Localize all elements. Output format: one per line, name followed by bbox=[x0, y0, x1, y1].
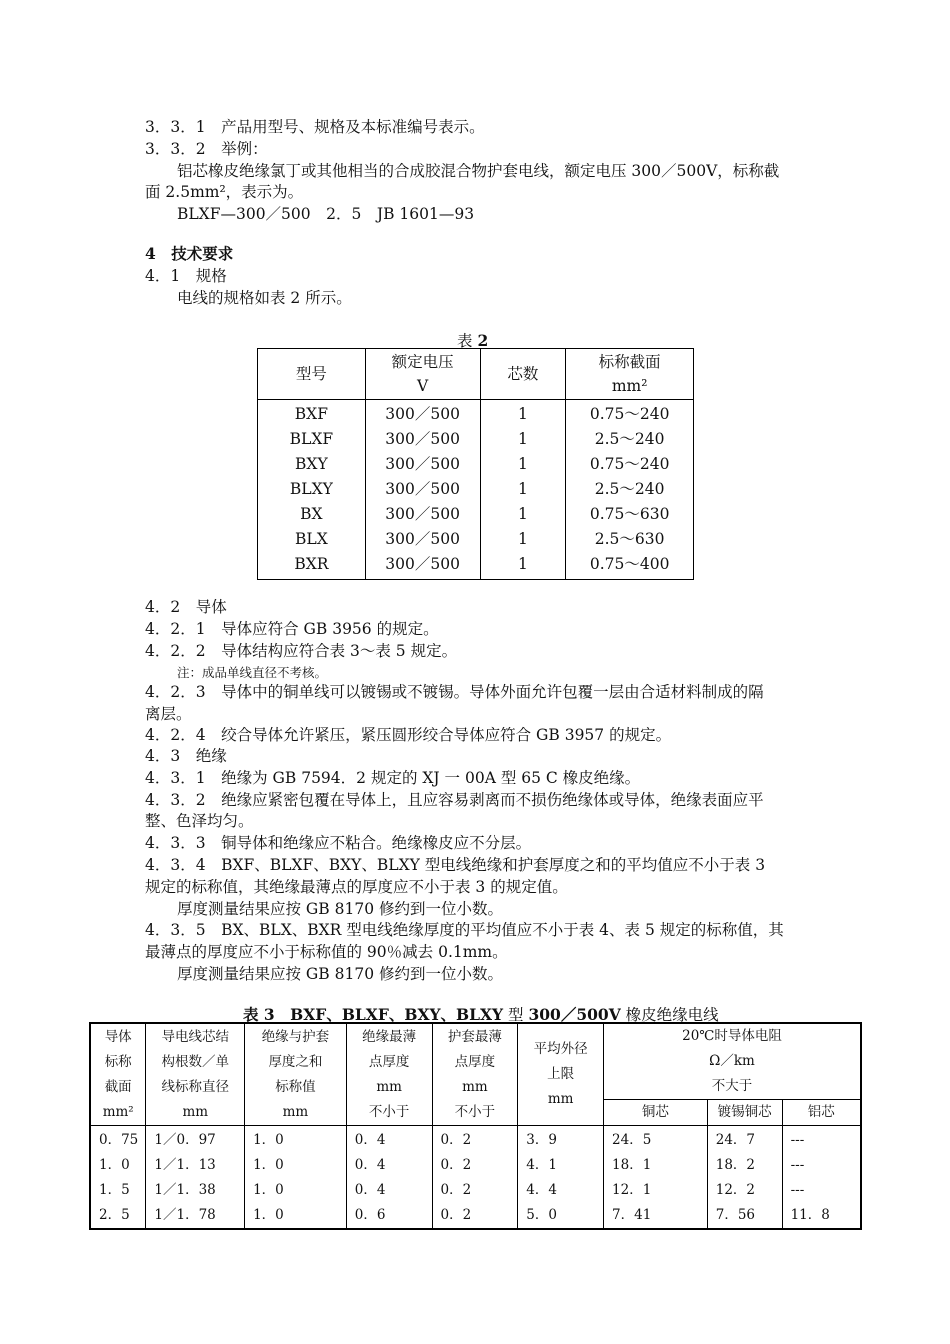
table-cell: --- bbox=[782, 1153, 861, 1178]
table-cell: 1／1．13 bbox=[146, 1153, 245, 1178]
t2-header-model: 型号 bbox=[258, 349, 366, 400]
table-cell: 1．0 bbox=[245, 1203, 347, 1229]
table-cell: 4．4 bbox=[518, 1178, 604, 1203]
clause-4-2: 4．2 导体 bbox=[145, 598, 227, 616]
clause-3-3-2: 3．3．2 举例： bbox=[145, 140, 268, 158]
table-cell: 2.5～630 bbox=[566, 527, 694, 552]
table-2-caption-prefix: 表 bbox=[457, 332, 478, 350]
clause-4-2-2: 4．2．2 导体结构应符合表 3～表 5 规定。 bbox=[145, 642, 458, 660]
clause-4-3-2: 4．3．2 绝缘应紧密包覆在导体上，且应容易剥离而不损伤绝缘体或导体，绝缘表面应平 bbox=[145, 791, 764, 809]
t3-h7-l1: 20℃时导体电阻 bbox=[682, 1028, 782, 1044]
clause-3-3-2-text-cont: 面 2.5mm²，表示为。 bbox=[145, 183, 304, 201]
clause-4-1-text: 电线的规格如表 2 所示。 bbox=[177, 289, 352, 307]
table-cell: 1 bbox=[480, 400, 566, 428]
clause-4-3-4-note: 厚度测量结果应按 GB 8170 修约到一位小数。 bbox=[177, 900, 504, 918]
clause-4-3-3: 4．3．3 铜导体和绝缘应不粘合。绝缘橡皮应不分层。 bbox=[145, 834, 532, 852]
table-cell: 0．75 bbox=[90, 1126, 146, 1154]
table-2-row bbox=[258, 400, 694, 428]
table-2-header-row bbox=[258, 349, 694, 400]
table-2-body bbox=[258, 400, 694, 580]
t3-h6-l3: mm bbox=[547, 1091, 574, 1107]
t3-h1-l4: mm² bbox=[102, 1103, 134, 1120]
table-3-caption-title: 表 3 BXF、BLXF、BXY、BLXY bbox=[243, 1005, 504, 1024]
table-3-caption-end: 橡皮绝缘电线 bbox=[620, 1006, 719, 1024]
clause-4-1: 4．1 规格 bbox=[145, 267, 227, 285]
table-cell: 0.75～630 bbox=[566, 502, 694, 527]
table-cell: 2.5～240 bbox=[566, 427, 694, 452]
t3-h4-l4: 不小于 bbox=[368, 1103, 410, 1120]
t3-h5-l2: 点厚度 bbox=[454, 1053, 496, 1070]
table-cell: 1 bbox=[480, 477, 566, 502]
table-cell: 3．9 bbox=[518, 1126, 604, 1154]
table-cell: 0．6 bbox=[346, 1203, 432, 1229]
table-cell: BXY bbox=[258, 452, 366, 477]
t3-h3-l1: 绝缘与护套 bbox=[261, 1028, 330, 1045]
clause-4-3-2-cont: 整、色泽均匀。 bbox=[145, 812, 254, 830]
table-cell: 1／1．78 bbox=[146, 1203, 245, 1229]
t3-h5-l1: 护套最薄 bbox=[447, 1028, 502, 1045]
t3-header-insulation-min bbox=[346, 1023, 432, 1126]
t3-h2-l2: 构根数／单 bbox=[161, 1053, 229, 1070]
t3-header-resistance bbox=[604, 1023, 861, 1100]
t2-header-section-unit: mm² bbox=[611, 377, 648, 395]
table-cell: 18．1 bbox=[604, 1153, 708, 1178]
t2-header-section bbox=[566, 349, 694, 400]
t2-header-cores: 芯数 bbox=[480, 349, 566, 400]
table-3-row bbox=[90, 1126, 861, 1154]
table-2-row bbox=[258, 452, 694, 477]
table-cell: 0．2 bbox=[432, 1153, 518, 1178]
clause-4-3-1: 4．3．1 绝缘为 GB 7594．2 规定的 XJ 一 00A 型 65 C 橡皮绝缘。 bbox=[145, 769, 641, 787]
table-cell: 1．5 bbox=[90, 1178, 146, 1203]
t3-h1-l1: 导体 bbox=[104, 1028, 132, 1045]
t3-h5-l4: 不小于 bbox=[454, 1103, 496, 1120]
table-2-caption-number: 2 bbox=[477, 331, 489, 350]
t3-h2-l4: mm bbox=[182, 1103, 209, 1120]
t3-header-sheath-min bbox=[432, 1023, 518, 1126]
t3-h6-l1: 平均外径 bbox=[533, 1041, 588, 1057]
t3-header-thickness-sum bbox=[245, 1023, 347, 1126]
table-3-caption-voltage: 300／500V bbox=[528, 1005, 621, 1024]
table-cell: 300／500 bbox=[365, 502, 480, 527]
table-3-row bbox=[90, 1178, 861, 1203]
clause-3-3-1: 3．3．1 产品用型号、规格及本标准编号表示。 bbox=[145, 118, 485, 136]
table-cell: 0．4 bbox=[346, 1178, 432, 1203]
table-cell: 1．0 bbox=[90, 1153, 146, 1178]
table-cell: 1 bbox=[480, 502, 566, 527]
table-2 bbox=[257, 348, 694, 580]
clause-4-3-5: 4．3．5 BX、BLX、BXR 型电线绝缘厚度的平均值应不小于表 4、表 5 规定的标称值，其 bbox=[145, 921, 784, 939]
table-cell: 1 bbox=[480, 527, 566, 552]
t3-sub-tinned-copper: 镀锡铜芯 bbox=[707, 1100, 782, 1126]
table-cell: BLX bbox=[258, 527, 366, 552]
example-designation: BLXF—300／500 2．5 JB 1601—93 bbox=[177, 205, 475, 223]
t3-h1-l2: 标称 bbox=[104, 1053, 132, 1070]
table-3-row bbox=[90, 1203, 861, 1229]
note: 注：成品单线直径不考核。 bbox=[177, 665, 328, 680]
t3-h1-l3: 截面 bbox=[104, 1078, 132, 1095]
table-cell: 12．2 bbox=[707, 1178, 782, 1203]
section-4-heading-text: 4 技术要求 bbox=[145, 244, 234, 263]
t3-h2-l3: 线标称直径 bbox=[161, 1078, 229, 1095]
table-3-body bbox=[90, 1126, 861, 1230]
t3-header-structure bbox=[146, 1023, 245, 1126]
table-cell: 0．2 bbox=[432, 1178, 518, 1203]
table-cell: 4．1 bbox=[518, 1153, 604, 1178]
table-cell: 11．8 bbox=[782, 1203, 861, 1229]
table-cell: 1 bbox=[480, 427, 566, 452]
table-cell: 1．0 bbox=[245, 1153, 347, 1178]
table-cell: BX bbox=[258, 502, 366, 527]
t3-h4-l2: 点厚度 bbox=[368, 1053, 410, 1070]
table-3-header-row bbox=[90, 1023, 861, 1100]
section-4-heading bbox=[145, 244, 233, 264]
table-cell: 0.75～240 bbox=[566, 400, 694, 428]
clause-3-3-2-text: 铝芯橡皮绝缘氯丁或其他相当的合成胶混合物护套电线，额定电压 300／500V，标称截 bbox=[177, 162, 780, 180]
t2-header-voltage-unit: V bbox=[417, 377, 429, 395]
t3-header-section bbox=[90, 1023, 146, 1126]
clause-4-2-3: 4．2．3 导体中的铜单线可以镀锡或不镀锡。导体外面允许包覆一层由合适材料制成的隔 bbox=[145, 683, 764, 701]
table-cell: 0.75～400 bbox=[566, 552, 694, 580]
table-cell: --- bbox=[782, 1178, 861, 1203]
table-cell: 1／1．38 bbox=[146, 1178, 245, 1203]
table-cell: 0．4 bbox=[346, 1126, 432, 1154]
clause-4-2-3-cont: 离层。 bbox=[145, 705, 192, 723]
clause-4-3-5-note: 厚度测量结果应按 GB 8170 修约到一位小数。 bbox=[177, 965, 504, 983]
t3-h7-l3: 不大于 bbox=[711, 1078, 753, 1094]
table-cell: 7．41 bbox=[604, 1203, 708, 1229]
clause-4-3: 4．3 绝缘 bbox=[145, 747, 227, 765]
table-cell: 300／500 bbox=[365, 427, 480, 452]
table-cell: 1／0．97 bbox=[146, 1126, 245, 1154]
t3-h5-l3: mm bbox=[462, 1078, 488, 1095]
clause-4-3-4-cont: 规定的标称值，其绝缘最薄点的厚度应不小于表 3 的规定值。 bbox=[145, 878, 568, 896]
table-2-row bbox=[258, 502, 694, 527]
t3-h4-l3: mm bbox=[376, 1078, 402, 1095]
table-cell: 1．0 bbox=[245, 1178, 347, 1203]
t3-h3-l3: 标称值 bbox=[275, 1078, 316, 1095]
table-2-row bbox=[258, 527, 694, 552]
t3-h6-l2: 上限 bbox=[547, 1066, 575, 1082]
table-2-row bbox=[258, 427, 694, 452]
table-cell: 12．1 bbox=[604, 1178, 708, 1203]
table-cell: 300／500 bbox=[365, 552, 480, 580]
t3-h2-l1: 导电线芯结 bbox=[161, 1028, 229, 1045]
t3-sub-aluminum: 铝芯 bbox=[782, 1100, 861, 1126]
table-cell: 1 bbox=[480, 552, 566, 580]
table-cell: 24．7 bbox=[707, 1126, 782, 1154]
table-cell: 0.75～240 bbox=[566, 452, 694, 477]
t3-h3-l4: mm bbox=[282, 1103, 309, 1120]
table-cell: BXR bbox=[258, 552, 366, 580]
table-2-row bbox=[258, 477, 694, 502]
table-cell: 300／500 bbox=[365, 400, 480, 428]
t2-header-voltage-label: 额定电压 bbox=[391, 353, 454, 371]
table-cell: 300／500 bbox=[365, 527, 480, 552]
t3-header-outer-diameter bbox=[518, 1023, 604, 1126]
table-cell: 2．5 bbox=[90, 1203, 146, 1229]
table-cell: 0．4 bbox=[346, 1153, 432, 1178]
table-cell: 0．2 bbox=[432, 1203, 518, 1229]
t3-h3-l2: 厚度之和 bbox=[268, 1053, 323, 1070]
table-cell: 5．0 bbox=[518, 1203, 604, 1229]
table-3-row bbox=[90, 1153, 861, 1178]
table-3-caption-type: 型 bbox=[503, 1006, 529, 1024]
table-cell: 7．56 bbox=[707, 1203, 782, 1229]
t3-sub-copper: 铜芯 bbox=[604, 1100, 708, 1126]
table-cell: 300／500 bbox=[365, 452, 480, 477]
table-3 bbox=[89, 1022, 862, 1230]
table-cell: 24．5 bbox=[604, 1126, 708, 1154]
table-2-row bbox=[258, 552, 694, 580]
table-cell: 18．2 bbox=[707, 1153, 782, 1178]
table-cell: BLXF bbox=[258, 427, 366, 452]
t3-h4-l1: 绝缘最薄 bbox=[362, 1028, 417, 1045]
table-cell: BLXY bbox=[258, 477, 366, 502]
table-cell: BXF bbox=[258, 400, 366, 428]
table-cell: --- bbox=[782, 1126, 861, 1154]
table-cell: 1 bbox=[480, 452, 566, 477]
table-cell: 2.5～240 bbox=[566, 477, 694, 502]
t2-header-section-label: 标称截面 bbox=[598, 353, 661, 371]
table-cell: 1．0 bbox=[245, 1126, 347, 1154]
table-cell: 300／500 bbox=[365, 477, 480, 502]
clause-4-2-1: 4．2．1 导体应符合 GB 3956 的规定。 bbox=[145, 620, 439, 638]
t2-header-voltage bbox=[365, 349, 480, 400]
clause-4-3-5-cont: 最薄点的厚度应不小于标称值的 90％减去 0.1mm。 bbox=[145, 943, 508, 961]
t3-h7-l2: Ω／km bbox=[709, 1053, 755, 1069]
table-cell: 0．2 bbox=[432, 1126, 518, 1154]
clause-4-3-4: 4．3．4 BXF、BLXF、BXY、BLXY 型电线绝缘和护套厚度之和的平均值应不小于表 3 bbox=[145, 856, 766, 874]
clause-4-2-4: 4．2．4 绞合导体允许紧压，紧压圆形绞合导体应符合 GB 3957 的规定。 bbox=[145, 726, 672, 744]
